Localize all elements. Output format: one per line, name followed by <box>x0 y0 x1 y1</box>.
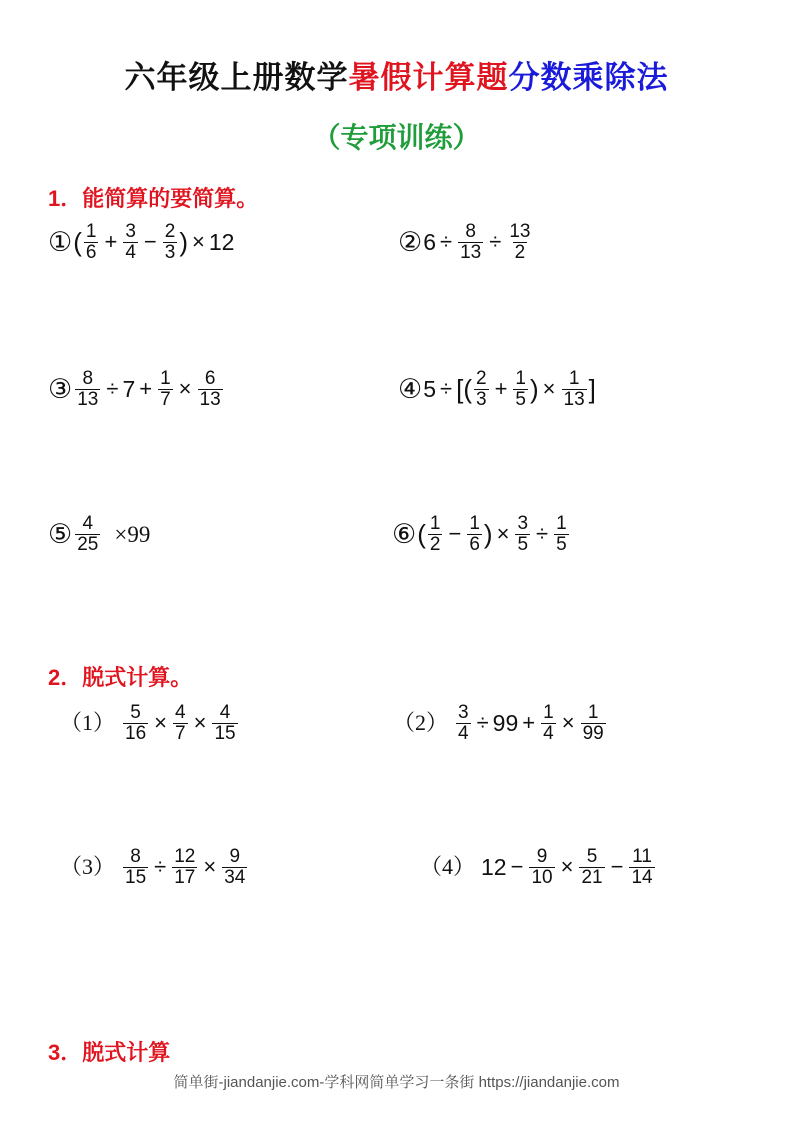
numerator: 8 <box>130 846 141 867</box>
bracket: ) <box>179 227 189 258</box>
denominator: 13 <box>460 241 482 263</box>
denominator: 13 <box>77 388 99 410</box>
bracket: [( <box>456 374 472 405</box>
operator: × <box>203 854 217 880</box>
number: 5 <box>423 375 437 402</box>
operator: × <box>542 376 556 402</box>
denominator: 10 <box>531 866 553 888</box>
denominator: 2 <box>429 533 441 555</box>
numerator: 1 <box>160 368 171 389</box>
fraction <box>554 514 569 555</box>
page-subtitle: （专项训练） <box>312 122 481 153</box>
number: 12 <box>208 228 235 255</box>
operator: × <box>193 710 207 736</box>
numerator: 3 <box>125 221 136 242</box>
numerator: 13 <box>509 221 531 242</box>
numerator: 1 <box>587 702 599 723</box>
numerator: 5 <box>130 702 141 723</box>
numerator: 3 <box>458 702 469 723</box>
numerator: 1 <box>85 221 97 242</box>
denominator: 4 <box>125 241 136 263</box>
denominator: 16 <box>125 722 147 744</box>
numerator: 11 <box>632 846 652 867</box>
numerator: 1 <box>515 368 526 389</box>
numerator: 2 <box>475 368 487 389</box>
denominator: 25 <box>77 533 99 555</box>
numerator: 1 <box>469 513 480 534</box>
problem-1-4 <box>398 369 596 410</box>
numerator: 4 <box>82 513 94 534</box>
operator: − <box>143 229 157 255</box>
fraction <box>428 514 443 555</box>
fraction <box>529 847 554 888</box>
fraction <box>581 703 606 744</box>
bracket: ] <box>588 374 596 405</box>
operator: × <box>192 229 205 255</box>
numerator: 12 <box>174 846 196 867</box>
denominator: 3 <box>475 388 487 410</box>
numerator: 5 <box>586 846 598 867</box>
operator: ÷ <box>536 521 549 547</box>
denominator: 4 <box>458 722 469 744</box>
denominator: 5 <box>515 388 526 410</box>
numerator: 1 <box>543 702 554 723</box>
operator: ÷ <box>106 376 119 402</box>
fraction <box>458 222 483 263</box>
numerator: 1 <box>568 368 580 389</box>
problem-2-4 <box>420 847 657 888</box>
denominator: 7 <box>160 388 171 410</box>
fraction <box>513 369 528 410</box>
bracket: ( <box>73 227 82 258</box>
fraction <box>507 222 532 263</box>
denominator: 5 <box>556 533 567 555</box>
fraction <box>222 847 247 888</box>
title-part-summer: 暑假计算题 <box>348 60 509 95</box>
fraction <box>163 222 178 263</box>
fraction <box>84 222 99 263</box>
operator: + <box>494 376 508 402</box>
denominator: 17 <box>174 866 196 888</box>
numerator: 3 <box>517 513 529 534</box>
problem-label: ⑥ <box>392 518 417 549</box>
fraction <box>198 369 223 410</box>
problem-label: （4） <box>420 854 476 880</box>
numerator: 4 <box>219 702 231 723</box>
fraction <box>562 369 587 410</box>
denominator: 5 <box>517 533 529 555</box>
operator: ÷ <box>154 854 167 880</box>
fraction <box>467 514 482 555</box>
operator: × <box>154 710 168 736</box>
title-part-topic: 分数乘除法 <box>508 60 669 95</box>
denominator: 6 <box>469 533 480 555</box>
bracket: ) <box>530 374 539 405</box>
denominator: 13 <box>199 388 221 410</box>
number: 12 <box>481 853 507 880</box>
fraction <box>158 369 173 410</box>
operator: − <box>448 521 462 547</box>
fraction <box>173 703 188 744</box>
numerator: 6 <box>204 368 216 389</box>
problem-1-1 <box>48 222 234 263</box>
fraction <box>515 514 530 555</box>
section-1-heading: 1．能简算的要简算。 <box>48 186 259 211</box>
problem-1-6 <box>392 514 571 555</box>
denominator: 14 <box>631 866 653 888</box>
denominator: 34 <box>224 866 246 888</box>
page-title <box>0 52 793 97</box>
operator: × <box>178 376 192 402</box>
problem-label: ⑤ <box>48 518 73 549</box>
operator: ÷ <box>440 376 453 402</box>
title-part-grade: 六年级上册数学 <box>124 60 349 95</box>
fraction <box>172 847 197 888</box>
problem-label: （1） <box>60 710 116 736</box>
number: 99 <box>492 709 519 736</box>
fraction <box>579 847 604 888</box>
fraction <box>123 222 138 263</box>
bracket: ( <box>417 519 426 550</box>
bracket: ) <box>483 519 493 550</box>
fraction <box>474 369 489 410</box>
operator: + <box>104 229 118 255</box>
numerator: 9 <box>229 846 241 867</box>
operand: ×99 <box>114 521 151 547</box>
operator: × <box>560 854 574 880</box>
operator: + <box>139 376 153 402</box>
operator: × <box>496 521 510 547</box>
numerator: 4 <box>175 702 186 723</box>
problem-1-3 <box>48 369 225 410</box>
number: 6 <box>423 228 437 255</box>
fraction <box>456 703 471 744</box>
section-3-heading: 3．脱式计算 <box>48 1040 171 1065</box>
problem-1-5 <box>48 514 150 555</box>
denominator: 6 <box>85 241 97 263</box>
fraction <box>123 847 148 888</box>
fraction <box>541 703 556 744</box>
problem-label: （3） <box>60 854 116 880</box>
numerator: 1 <box>556 513 567 534</box>
numerator: 9 <box>536 846 548 867</box>
denominator: 7 <box>175 722 186 744</box>
problem-label: ① <box>48 226 73 257</box>
operator: ÷ <box>440 229 453 255</box>
problem-1-2 <box>398 222 534 263</box>
problem-label: （2） <box>393 710 449 736</box>
denominator: 4 <box>543 722 554 744</box>
operator: − <box>510 854 524 880</box>
footer-watermark: 简单街-jiandanjie.com-学科网简单学习一条街 https://jiandanjie.com <box>173 1074 620 1091</box>
denominator: 21 <box>581 866 603 888</box>
fraction <box>75 514 100 555</box>
numerator: 8 <box>82 368 94 389</box>
problem-label: ③ <box>48 373 73 404</box>
number: 7 <box>122 375 136 402</box>
numerator: 8 <box>465 221 476 242</box>
denominator: 99 <box>582 722 604 744</box>
problem-label: ④ <box>398 373 423 404</box>
fraction <box>629 847 654 888</box>
denominator: 2 <box>514 241 526 263</box>
numerator: 2 <box>164 221 176 242</box>
fraction <box>75 369 100 410</box>
section-2-heading: 2．脱式计算。 <box>48 665 193 690</box>
denominator: 13 <box>563 388 585 410</box>
denominator: 15 <box>214 722 236 744</box>
operator: ÷ <box>489 229 502 255</box>
fraction <box>212 703 237 744</box>
operator: × <box>561 710 575 736</box>
operator: − <box>610 854 624 880</box>
denominator: 15 <box>125 866 147 888</box>
operator: ÷ <box>476 710 489 736</box>
problem-2-1 <box>60 703 240 744</box>
fraction <box>123 703 148 744</box>
operator: + <box>522 710 536 736</box>
problem-2-3 <box>60 847 249 888</box>
numerator: 1 <box>429 513 441 534</box>
problem-label: ② <box>398 226 423 257</box>
denominator: 3 <box>164 241 176 263</box>
problem-2-2 <box>393 703 608 744</box>
